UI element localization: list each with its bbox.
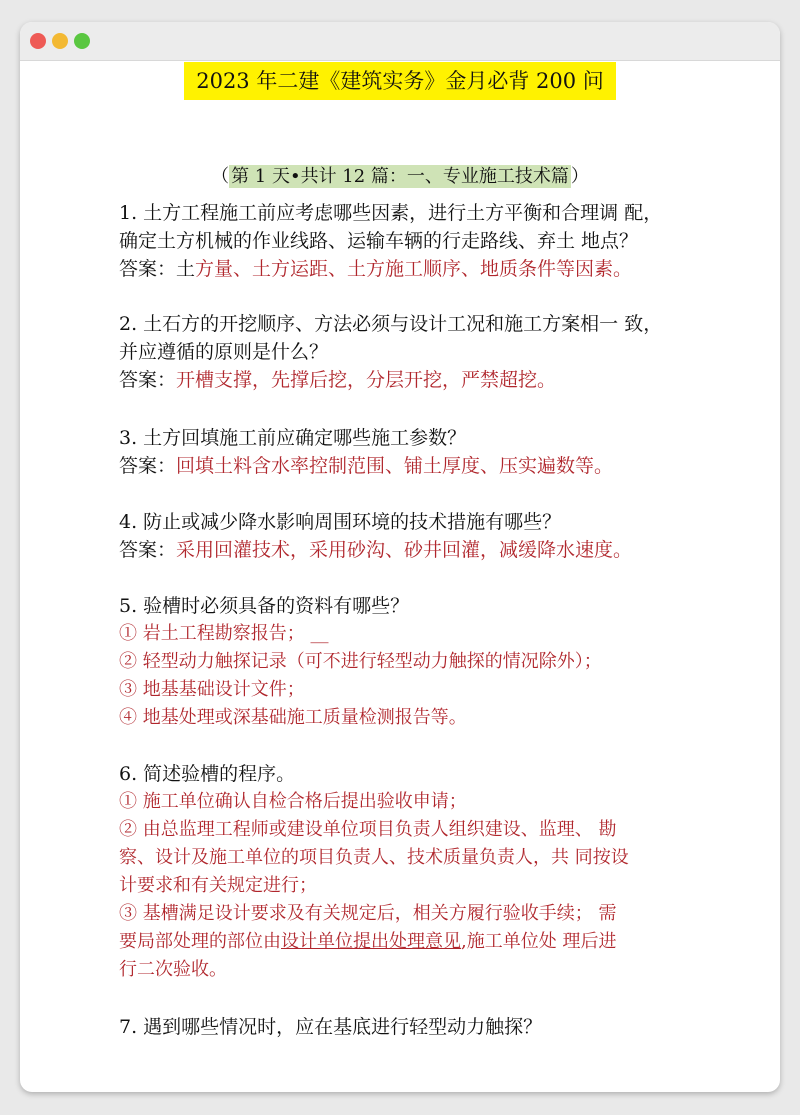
item-text: ,施工单位处 理后进 (461, 931, 617, 952)
question-6 (119, 760, 739, 984)
minimize-icon[interactable] (52, 33, 68, 49)
question-2 (119, 310, 739, 394)
list-item: 察、设计及施工单位的项目负责人、技术质量负责人，共 同按设 (119, 847, 629, 868)
answer-text: 回填土料含水率控制范围、铺土厚度、压实遍数等。 (176, 455, 614, 477)
underlined-text: 设计单位提出处理意见 (281, 931, 461, 952)
title-wrap (20, 62, 780, 100)
list-item: 行二次验收。 (119, 959, 227, 980)
question-3 (119, 424, 739, 480)
answer-text: 方量、土方运距、土方施工顺序、地质条件等因素。 (195, 258, 633, 280)
answer-text: 开槽支撑，先撑后挖，分层开挖，严禁超挖。 (176, 369, 557, 391)
question-1 (119, 199, 739, 283)
answer (119, 452, 739, 480)
question-text: 2. 土石方的开挖顺序、方法必须与设计工况和施工方案相一 致， (119, 313, 663, 335)
close-icon[interactable] (30, 33, 46, 49)
list-item: 计要求和有关规定进行； (119, 875, 317, 896)
list-item: ① 施工单位确认自检合格后提出验收申请； (119, 791, 467, 812)
answer (119, 255, 739, 283)
list-item: ① 岩土工程勘察报告； __ (119, 623, 329, 644)
answer (119, 366, 739, 394)
answer-label: 答案： (119, 539, 177, 561)
subtitle-open-paren: （ (211, 166, 230, 187)
list-item: ③ 地基基础设计文件； (119, 679, 305, 700)
subtitle: 第 1 天•共计 12 篇：一、专业施工技术篇 (231, 166, 569, 187)
question-text: 6. 简述验槽的程序。 (119, 763, 296, 785)
list-item: ② 由总监理工程师或建设单位项目负责人组织建设、监理、 勘 (119, 819, 617, 840)
question-text: 5. 验槽时必须具备的资料有哪些？ (119, 595, 410, 617)
answer-label: 答案： (119, 258, 177, 280)
question-text: 并应遵循的原则是什么？ (119, 341, 329, 363)
question-text: 7. 遇到哪些情况时，应在基底进行轻型动力触探？ (119, 1016, 543, 1038)
page-title: 2023 年二建《建筑实务》金月必背 200 问 (184, 62, 616, 100)
question-text: 4. 防止或减少降水影响周围环境的技术措施有哪些？ (119, 511, 562, 533)
question-text: 3. 土方回填施工前应确定哪些施工参数？ (119, 427, 467, 449)
question-text: 确定土方机械的作业线路、运输车辆的行走路线、弃土 地点？ (119, 230, 639, 252)
question-text: 1. 土方工程施工前应考虑哪些因素，进行土方平衡和合理调 配， (119, 202, 663, 224)
list-item: ③ 基槽满足设计要求及有关规定后，相关方履行验收手续； 需 (119, 903, 617, 924)
list-item (119, 928, 739, 956)
subtitle-close-paren: ） (570, 166, 589, 187)
question-5 (119, 592, 739, 732)
title-bar (20, 22, 780, 61)
list-item: ② 轻型动力触探记录（可不进行轻型动力触探的情况除外）； (119, 651, 602, 672)
window (20, 22, 780, 1092)
maximize-icon[interactable] (74, 33, 90, 49)
answer-text: 采用回灌技术，采用砂沟、砂井回灌，减缓降水速度。 (176, 539, 633, 561)
question-7 (119, 1013, 739, 1041)
question-4 (119, 508, 739, 564)
list-item: ④ 地基处理或深基础施工质量检测报告等。 (119, 707, 467, 728)
answer-label: 答案： (119, 369, 177, 391)
subtitle-line (20, 162, 780, 188)
item-text: 要局部处理的部位由 (119, 931, 281, 952)
answer-label: 答案： (119, 455, 177, 477)
answer-prefix: 土 (176, 258, 196, 280)
answer (119, 536, 739, 564)
